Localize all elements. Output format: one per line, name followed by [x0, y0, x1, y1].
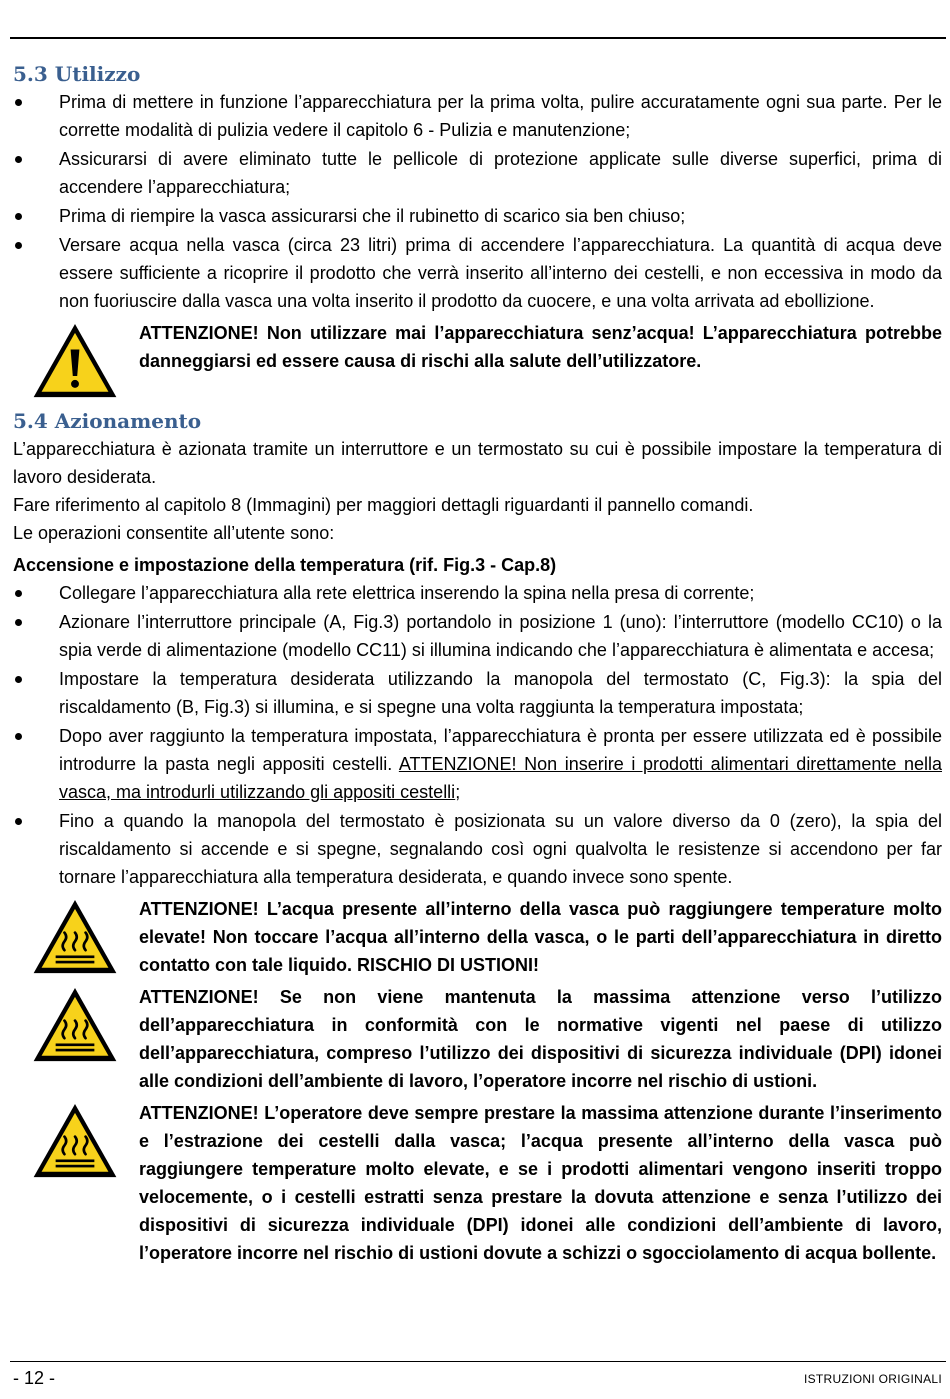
- bullet: [15, 99, 22, 106]
- section-title-azionamento: 5.4 Azionamento: [13, 409, 202, 433]
- list-item: Prima di riempire la vasca assicurarsi che il rubinetto di scarico sia ben chiuso;: [13, 202, 942, 230]
- bullet: [15, 213, 22, 220]
- warning-text: ATTENZIONE! Se non viene mantenuta la massima attenzione verso l’utilizzo dell’apparecchiatura in conformità con le normative vigenti nel paese di utilizzo dell’apparecchiatura, compreso l’utilizzo dei dispositivi di sicurezza individuale (DPI) idonei alle condizioni dell’ambiente di lavoro, l’operatore incorre nel rischio di ustioni.: [139, 987, 942, 1091]
- paragraph: Le operazioni consentite all’utente sono:: [13, 523, 335, 543]
- list-item: Collegare l’apparecchiatura alla rete elettrica inserendo la spina nella presa di corrente;: [13, 579, 942, 607]
- bullet: [15, 676, 22, 683]
- warning-text: ATTENZIONE! L’operatore deve sempre prestare la massima attenzione durante l’inserimento e l’estrazione dei cestelli dalla vasca; l’acqua presente all’interno della vasca può raggiungere temperature molto elevate, e se i prodotti alimentari vengono inseriti troppo velocemente, o i cestelli estratti senza prestare la dovuta attenzione e senza l’utilizzo dei dispositivi di sicurezza individuale (DPI) idonei alle condizioni dell’ambiente di lavoro, l’operatore incorre nel rischio di ustioni dovute a schizzi o sgocciolamento di acqua bollente.: [139, 1103, 942, 1263]
- bullet: [15, 818, 22, 825]
- utilizzo-list: [13, 88, 942, 315]
- page-number: - 12 -: [13, 1368, 56, 1388]
- footer-label: ISTRUZIONI ORIGINALI: [803, 1372, 942, 1386]
- list-item: Azionare l’interruttore principale (A, Fig.3) portandolo in posizione 1 (uno): l’interruttore (modello CC10) o la spia verde di alimentazione (modello CC11) si illumina indicando che l’apparecchiatura è alimentata e accesa;: [13, 608, 942, 664]
- warning-block: [13, 319, 942, 403]
- warning-block: [13, 983, 942, 1095]
- hot-surface-warning-icon: [31, 983, 119, 1067]
- bullet: [15, 242, 22, 249]
- list-item: Assicurarsi di avere eliminato tutte le pellicole di protezione applicate sulle diverse superfici, prima di accendere l’apparecchiatura;: [13, 145, 942, 201]
- bullet: [15, 619, 22, 626]
- warning-block: [13, 895, 942, 979]
- warning-text: ATTENZIONE! L’acqua presente all’interno della vasca può raggiungere temperature molto elevate! Non toccare l’acqua all’interno della vasca, o le parti dell’apparecchiatura in diretto contatto con tale liquido. RISCHIO DI USTIONI!: [139, 899, 942, 975]
- footer-rule: [10, 1361, 946, 1362]
- azionamento-list: [13, 579, 942, 891]
- bullet: [15, 590, 22, 597]
- warning-block: [13, 1099, 942, 1267]
- hot-surface-warning-icon: [31, 895, 119, 979]
- bullet: [15, 733, 22, 740]
- section-title-utilizzo: 5.3 Utilizzo: [13, 62, 141, 86]
- page-content: [13, 60, 942, 1271]
- list-item: Dopo aver raggiunto la temperatura impostata, l’apparecchiatura è pronta per essere utilizzata ed è possibile introdurre la pasta negli appositi cestelli. ATTENZIONE! Non inserire i prodotti alimentari direttamente nella vasca, ma introdurli utilizzando gli appositi cestelli;: [13, 722, 942, 806]
- list-item: Impostare la temperatura desiderata utilizzando la manopola del termostato (C, Fig.3): la spia del riscaldamento (B, Fig.3) si illumina, e si spegne una volta raggiunta la temperatura impostata;: [13, 665, 942, 721]
- underlined-warning: ATTENZIONE! Non inserire i prodotti alimentari direttamente nella vasca, ma introdurli utilizzando gli appositi cestelli: [59, 754, 942, 802]
- warning-text: ATTENZIONE! Non utilizzare mai l’apparecchiatura senz’acqua! L’apparecchiatura potrebbe danneggiarsi ed essere causa di rischi alla salute dell’utilizzatore.: [139, 323, 942, 371]
- list-item: Versare acqua nella vasca (circa 23 litri) prima di accendere l’apparecchiatura. La quantità di acqua deve essere sufficiente a ricoprire il prodotto che verrà inserito all’interno dei cestelli, e non eccessiva in modo da non fuoriuscire dalla vasca una volta inserito il prodotto da cuocere, e una volta arrivata ad ebollizione.: [13, 231, 942, 315]
- list-item: Prima di mettere in funzione l’apparecchiatura per la prima volta, pulire accuratamente ogni sua parte. Per le corrette modalità di pulizia vedere il capitolo 6 - Pulizia e manutenzione;: [13, 88, 942, 144]
- paragraph: Fare riferimento al capitolo 8 (Immagini) per maggiori dettagli riguardanti il pannello comandi.: [13, 495, 754, 515]
- subheading: Accensione e impostazione della temperatura (rif. Fig.3 - Cap.8): [13, 555, 557, 575]
- list-item: Fino a quando la manopola del termostato è posizionata su un valore diverso da 0 (zero), la spia del riscaldamento si accende e si spegne, segnalando così ogni qualvolta le resistenze si accendono per far tornare l’apparecchiatura alla temperatura desiderata, e quando invece sono spente.: [13, 807, 942, 891]
- general-warning-icon: [31, 319, 119, 403]
- bullet: [15, 156, 22, 163]
- hot-surface-warning-icon: [31, 1099, 119, 1183]
- header-rule: [10, 37, 946, 39]
- paragraph: L’apparecchiatura è azionata tramite un interruttore e un termostato su cui è possibile impostare la temperatura di lavoro desiderata.: [13, 439, 942, 487]
